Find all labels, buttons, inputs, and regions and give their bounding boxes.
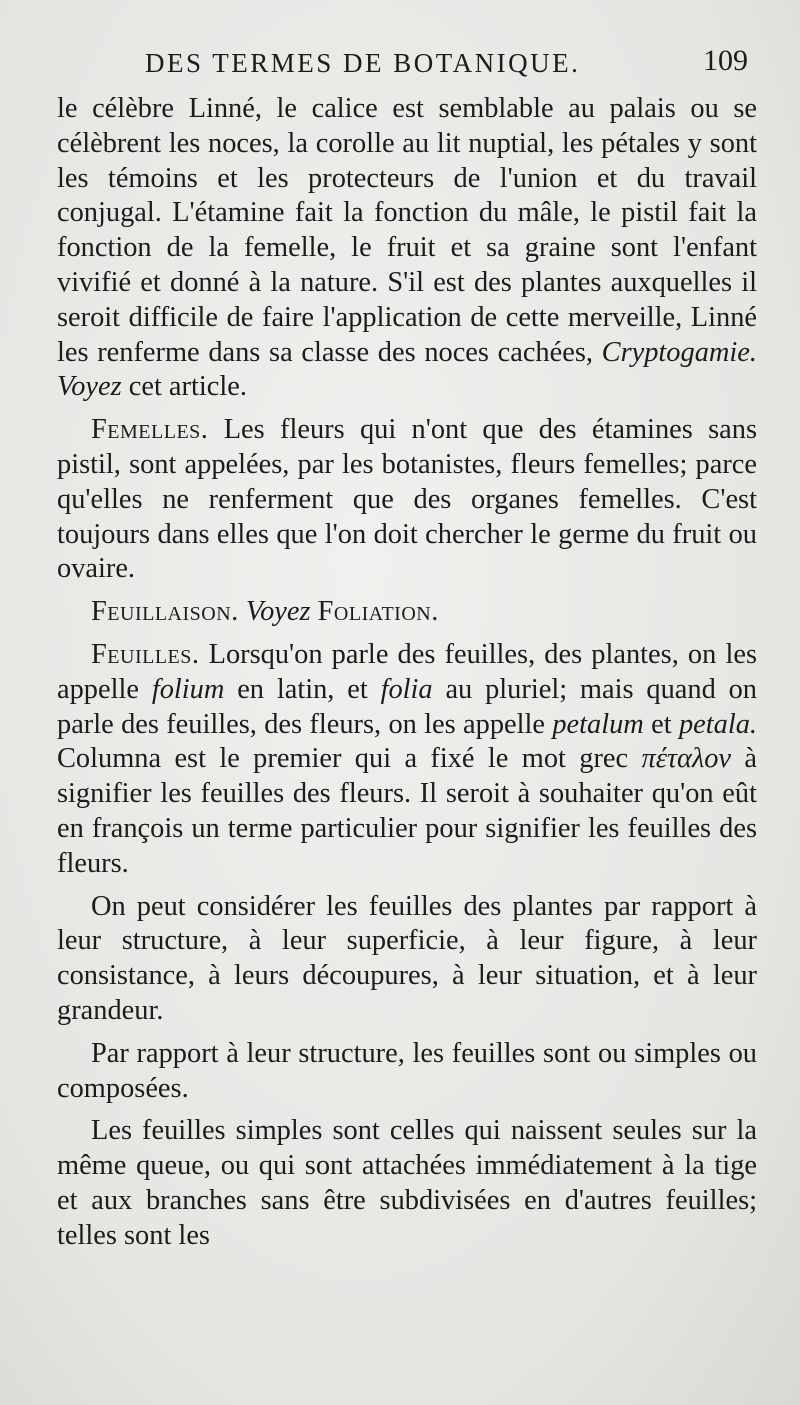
text-run: cet article. bbox=[121, 371, 247, 403]
entry-body: Les fleurs qui n'ont que des étamines sans pistil, sont appelées, par les botanistes, fleurs femelles; parce qu'elles ne renferment que des organes femelles. C'est toujours dans elles que l'on doit chercher le germe du fruit ou ovaire. bbox=[57, 414, 757, 585]
text-run: au pluriel; mais quand on parle des feuilles, des fleurs, on les appelle bbox=[57, 673, 757, 740]
cross-reference: Foliation. bbox=[317, 596, 439, 628]
italic-run: Voyez bbox=[245, 596, 311, 628]
entry-term: Feuillaison. bbox=[91, 596, 239, 628]
text-run: en latin, et bbox=[224, 673, 381, 705]
italic-run: petalum bbox=[552, 708, 644, 740]
text-run: et bbox=[643, 708, 679, 740]
entry-term: Femelles. bbox=[91, 414, 209, 446]
text-run: Columna est le premier qui a fixé le mot grec bbox=[57, 743, 642, 775]
italic-run: petala. bbox=[678, 708, 757, 740]
entry-feuilles bbox=[57, 638, 757, 882]
body-text bbox=[57, 92, 757, 1262]
entry-feuillaison bbox=[57, 595, 757, 630]
italic-run: folia bbox=[380, 673, 433, 705]
text-run: Lorsqu'on parle des feuilles, des plantes, on les appelle bbox=[57, 638, 757, 705]
running-head: DES TERMES DE BOTANIQUE. bbox=[145, 48, 581, 78]
paragraph-consider: On peut considérer les feuilles des plantes par rapport à leur structure, à leur superficie, à leur figure, à leur consistance, à leurs découpures, à leur situation, et à leur grandeur. bbox=[57, 890, 757, 1026]
page-header bbox=[0, 40, 800, 90]
text-run: le célèbre Linné, le calice est semblable au palais ou se célèbrent les noces, la corolle au lit nuptial, les pétales y sont les témoins et les protecteurs de l'union et du travail conjugal. L'étamine fait la fonction du mâle, le pistil fait la fonction de la femelle, le fruit et sa graine sont l'enfant vivifié et donné à la nature. S'il est des plantes auxquelles il seroit difficile de faire l'application de cette merveille, Linné les renferme dans sa classe des noces cachées, bbox=[57, 93, 757, 368]
text-run: à signifier les feuilles des fleurs. Il seroit à souhaiter qu'on eût en françois un terme particulier pour signifier les feuilles des fleurs. bbox=[57, 743, 758, 879]
italic-run: Cryptogamie. Voyez bbox=[57, 336, 757, 403]
paragraph-simples: Les feuilles simples sont celles qui naissent seules sur la même queue, ou qui sont attachées immédiatement à la tige et aux branches sans être subdivisées en d'autres feuilles; telles sont les bbox=[57, 1115, 757, 1251]
italic-run: folium bbox=[151, 673, 225, 705]
paragraph-structure: Par rapport à leur structure, les feuilles sont ou simples ou composées. bbox=[57, 1037, 757, 1104]
greek-word: πέταλον bbox=[641, 743, 732, 775]
paragraph-linne bbox=[57, 92, 757, 405]
entry-term: Feuilles. bbox=[91, 638, 200, 670]
page-number: 109 bbox=[703, 44, 748, 77]
entry-femelles bbox=[57, 413, 757, 587]
